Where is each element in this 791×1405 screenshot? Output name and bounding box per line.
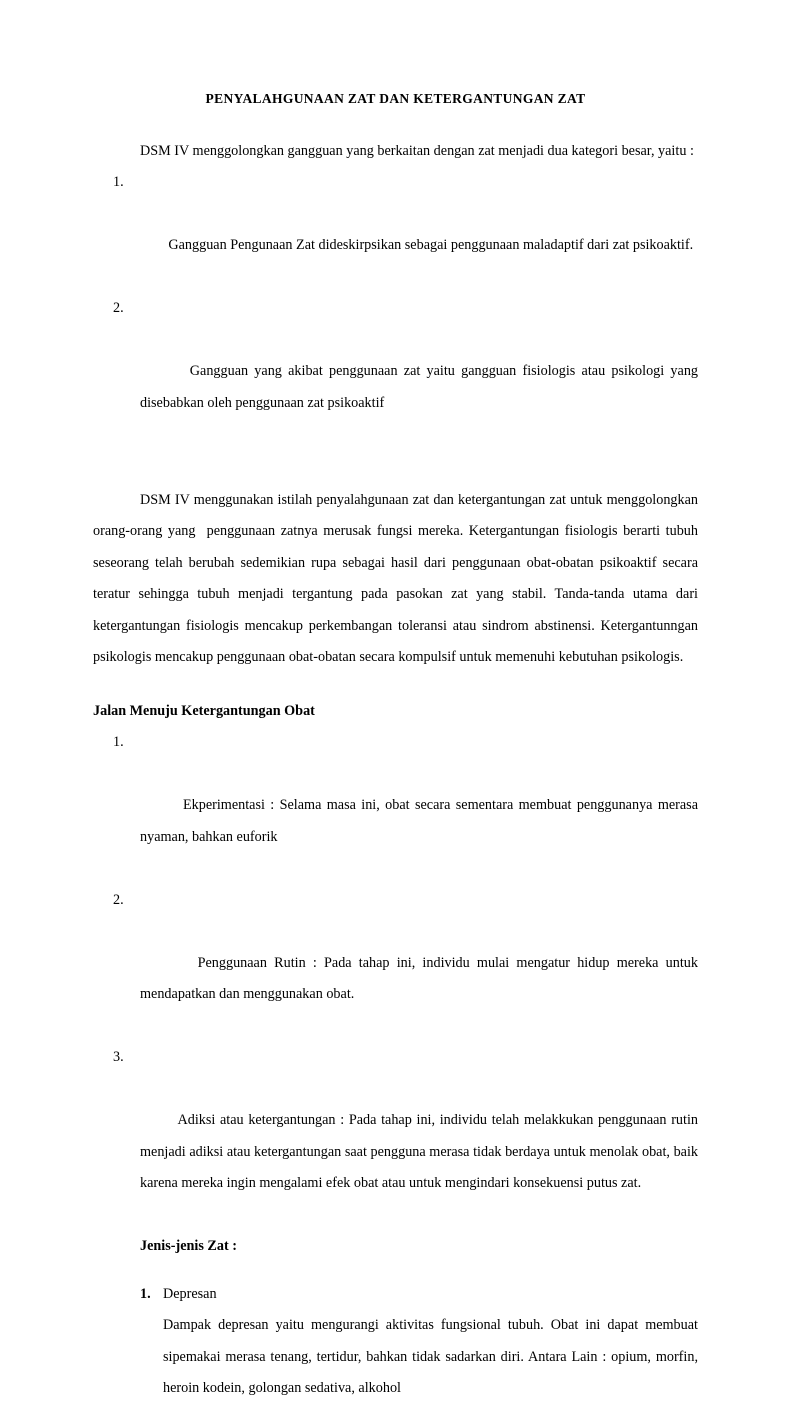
list-item bbox=[93, 167, 698, 293]
list-marker: 2. bbox=[113, 300, 124, 317]
spacer bbox=[93, 674, 698, 696]
list-item-text: Ekperimentasi : Selama masa ini, obat secara sementara membuat penggunanya merasa nyaman, bahkan euforik bbox=[140, 797, 702, 845]
intro-list bbox=[93, 167, 702, 451]
list-item bbox=[93, 727, 702, 885]
second-paragraph: DSM IV menggunakan istilah penyalahgunaan zat dan ketergantungan zat untuk menggolongkan orang-orang yang penggunaan zatnya merusak fungsi mereka. Ketergantungan fisiologis berarti tubuh seseorang telah berubah sedemikian rupa sebagai hasil dari penggunaan obat-obatan psikoaktif secara teratur sehingga tubuh menjadi tergantung pada pasokan zat yang stabil. Tanda-tanda utama dari ketergantungan fisiologis mencakup perkembangan toleransi atau sindrom abstinensi. Ketergantunngan psikologis mencakup penggunaan obat-obatan secara kompulsif untuk memenuhi kebutuhan psikologis. bbox=[93, 491, 702, 666]
document-content bbox=[93, 0, 702, 1405]
list-marker: 2. bbox=[113, 891, 124, 908]
path-list bbox=[93, 727, 702, 1231]
spacer bbox=[140, 1263, 698, 1279]
list-item bbox=[93, 1042, 702, 1231]
spacer bbox=[93, 108, 698, 136]
list-item bbox=[93, 293, 702, 451]
substance-list bbox=[140, 1279, 702, 1405]
substance-name: Depresan bbox=[163, 1285, 217, 1302]
list-item-text: Gangguan Pengunaan Zat dideskirpsikan sebagai penggunaan maladaptif dari zat psikoaktif. bbox=[168, 237, 694, 254]
list-item bbox=[93, 885, 702, 1043]
substance-block bbox=[140, 1231, 702, 1405]
list-item-text: Penggunaan Rutin : Pada tahap ini, individu mulai mengatur hidup mereka untuk mendapatkan dan menggunakan obat. bbox=[140, 954, 702, 1003]
section-heading-path: Jalan Menuju Ketergantungan Obat bbox=[93, 702, 315, 719]
page-title: PENYALAHGUNAAN ZAT DAN KETERGANTUNGAN ZAT bbox=[205, 91, 586, 106]
section-heading-substances: Jenis-jenis Zat : bbox=[140, 1238, 237, 1255]
list-marker: 1. bbox=[113, 734, 124, 751]
spacer bbox=[93, 451, 698, 485]
list-marker: 1. bbox=[140, 1285, 151, 1302]
list-marker: 1. bbox=[113, 174, 124, 191]
substance-description: Dampak depresan yaitu mengurangi aktivitas fungsional tubuh. Obat ini dapat membuat sipemakai merasa tenang, tertidur, bahkan tidak sadarkan diri. Antara Lain : opium, morfin, heroin kodein, golongan sedativa, alkohol bbox=[163, 1317, 702, 1397]
intro-paragraph: DSM IV menggolongkan gangguan yang berkaitan dengan zat menjadi dua kategori besar, yaitu : bbox=[140, 142, 694, 159]
list-marker: 3. bbox=[113, 1049, 124, 1066]
list-item-text: Gangguan yang akibat penggunaan zat yaitu gangguan fisiologis atau psikologi yang disebabkan oleh penggunaan zat psikoaktif bbox=[140, 363, 702, 411]
list-item-text: Adiksi atau ketergantungan : Pada tahap ini, individu telah melakkukan penggunaan rutin menjadi adiksi atau ketergantungan saat pengguna merasa tidak berdaya untuk menolak obat, baik karena mereka ingin mengalami efek obat atau untuk mengindari konsekuensi putus zat. bbox=[140, 1112, 702, 1192]
list-item bbox=[140, 1279, 702, 1405]
